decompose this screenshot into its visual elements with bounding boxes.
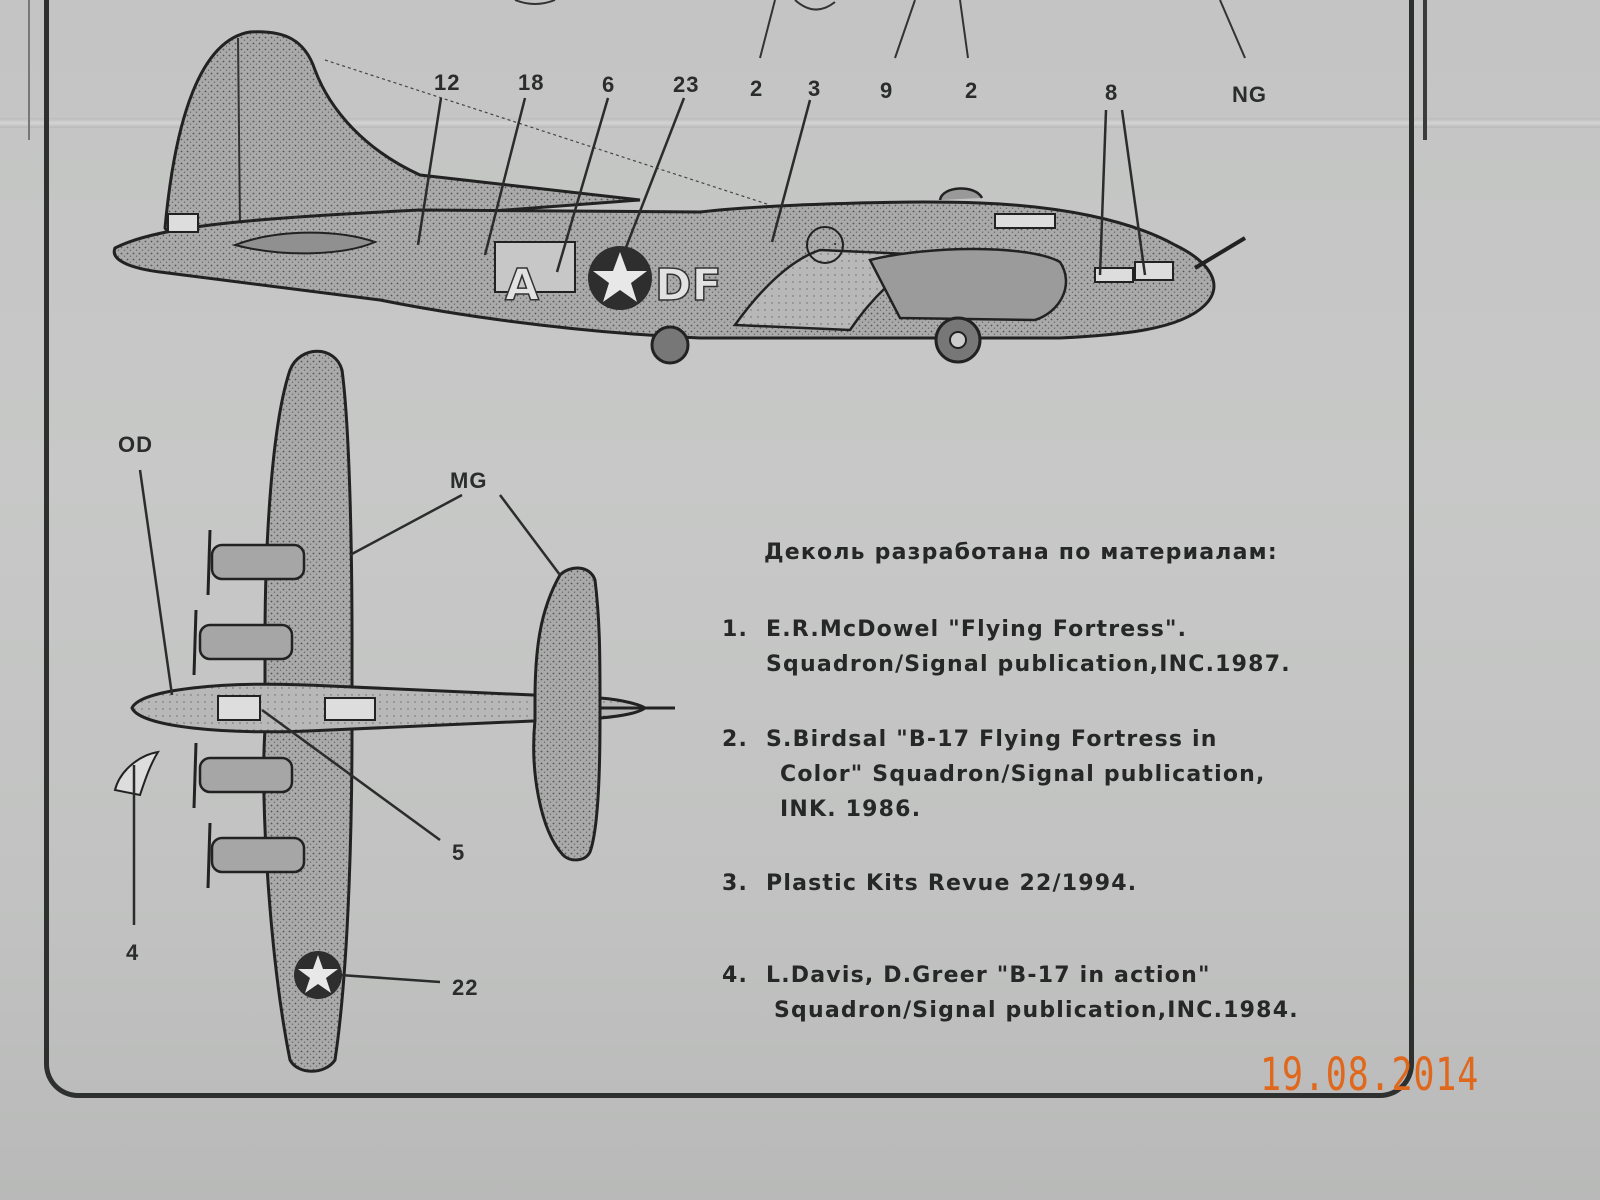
callout-8: 8 [1105, 80, 1119, 105]
callout-22: 22 [452, 975, 479, 1000]
svg-text:A: A [505, 260, 540, 311]
callout-2b: 2 [965, 78, 979, 103]
b17-plan-view [115, 351, 675, 1071]
tail-fin [165, 32, 640, 235]
callout-2a: 2 [750, 76, 764, 101]
callout-18: 18 [518, 70, 545, 95]
callout-9: 9 [880, 78, 894, 103]
sources-heading: Деколь разработана по материалам: [764, 540, 1278, 565]
callout-12: 12 [434, 70, 461, 95]
callout-ng: NG [1232, 82, 1267, 107]
callout-3: 3 [808, 76, 822, 101]
callout-od: OD [118, 432, 153, 457]
callout-23: 23 [673, 72, 700, 97]
callout-5: 5 [452, 840, 466, 865]
source-item-3: 3. Plastic Kits Revue 22/1994. [722, 871, 1138, 896]
callout-6: 6 [602, 72, 616, 97]
tail-plan [534, 568, 600, 860]
source-item-4: 4. L.Davis, D.Greer "B-17 in action" Squadron/Signal publication,INC.1984. [722, 963, 1299, 1023]
callout-4: 4 [126, 940, 140, 965]
top-remnant-marks [515, 0, 1245, 58]
source-item-2: 2. S.Birdsal "B-17 Flying Fortress in Color" Squadron/Signal publication, INK. 1986. [722, 727, 1266, 822]
date-stamp: 19.08.2014 [1260, 1048, 1480, 1101]
svg-text:DF: DF [655, 260, 722, 311]
callout-mg: MG [450, 468, 488, 493]
source-item-1: 1. E.R.McDowel "Flying Fortress". Squadron/Signal publication,INC.1987. [722, 617, 1291, 677]
